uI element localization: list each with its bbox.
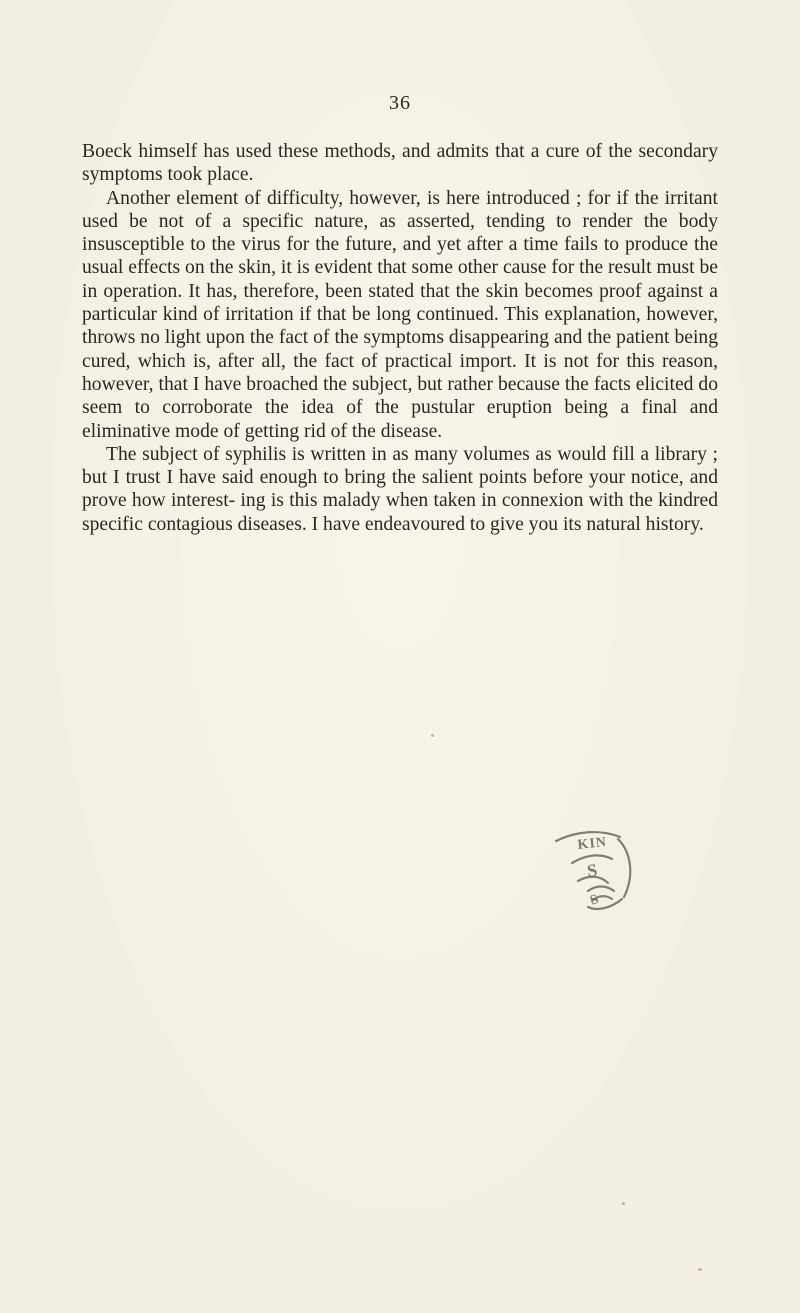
svg-text:S: S xyxy=(585,859,599,881)
paper-speck xyxy=(431,734,434,737)
paragraph-2: Another element of difficulty, however, is here introduced ; for if the irritant used be not of a specific nature, as asserted, tending to render the body insusceptible to the virus for the future, and yet after a time fails to produce the usual effects on the skin, it is evident that some other cause for the result must be in operation. It has, therefore, been stated that the skin becomes proof against a particular kind of irritation if that be long continued. This explanation, however, throws no light upon the fact of the symptoms disappearing and the patient being cured, which is, after all, the fact of practical import. It is not for this reason, however, that I have broached the subject, but rather because the facts elicited do seem to corroborate the idea of the pustular eruption being a final and eliminative mode of getting rid of the disease. xyxy=(82,187,718,442)
stamp-graphic xyxy=(548,825,638,915)
svg-text:KIN: KIN xyxy=(576,834,608,853)
paper-speck xyxy=(698,1268,702,1271)
paper-speck xyxy=(622,1202,625,1205)
paragraph-1: Boeck himself has used these methods, and admits that a cure of the secondary symptoms took place. xyxy=(82,141,718,186)
body-text xyxy=(82,140,718,536)
library-stamp-icon xyxy=(548,825,638,915)
page-number: 36 xyxy=(389,92,411,114)
paragraph-3: The subject of syphilis is written in as many volumes as would fill a library ; but I trust I have said enough to bring the salient points before your notice, and prove how interest- ing is this malady when taken in connexion with the kindred specific contagious diseases. I have endeavoured to give you its natural history. xyxy=(82,443,718,535)
svg-text:S: S xyxy=(588,891,601,909)
